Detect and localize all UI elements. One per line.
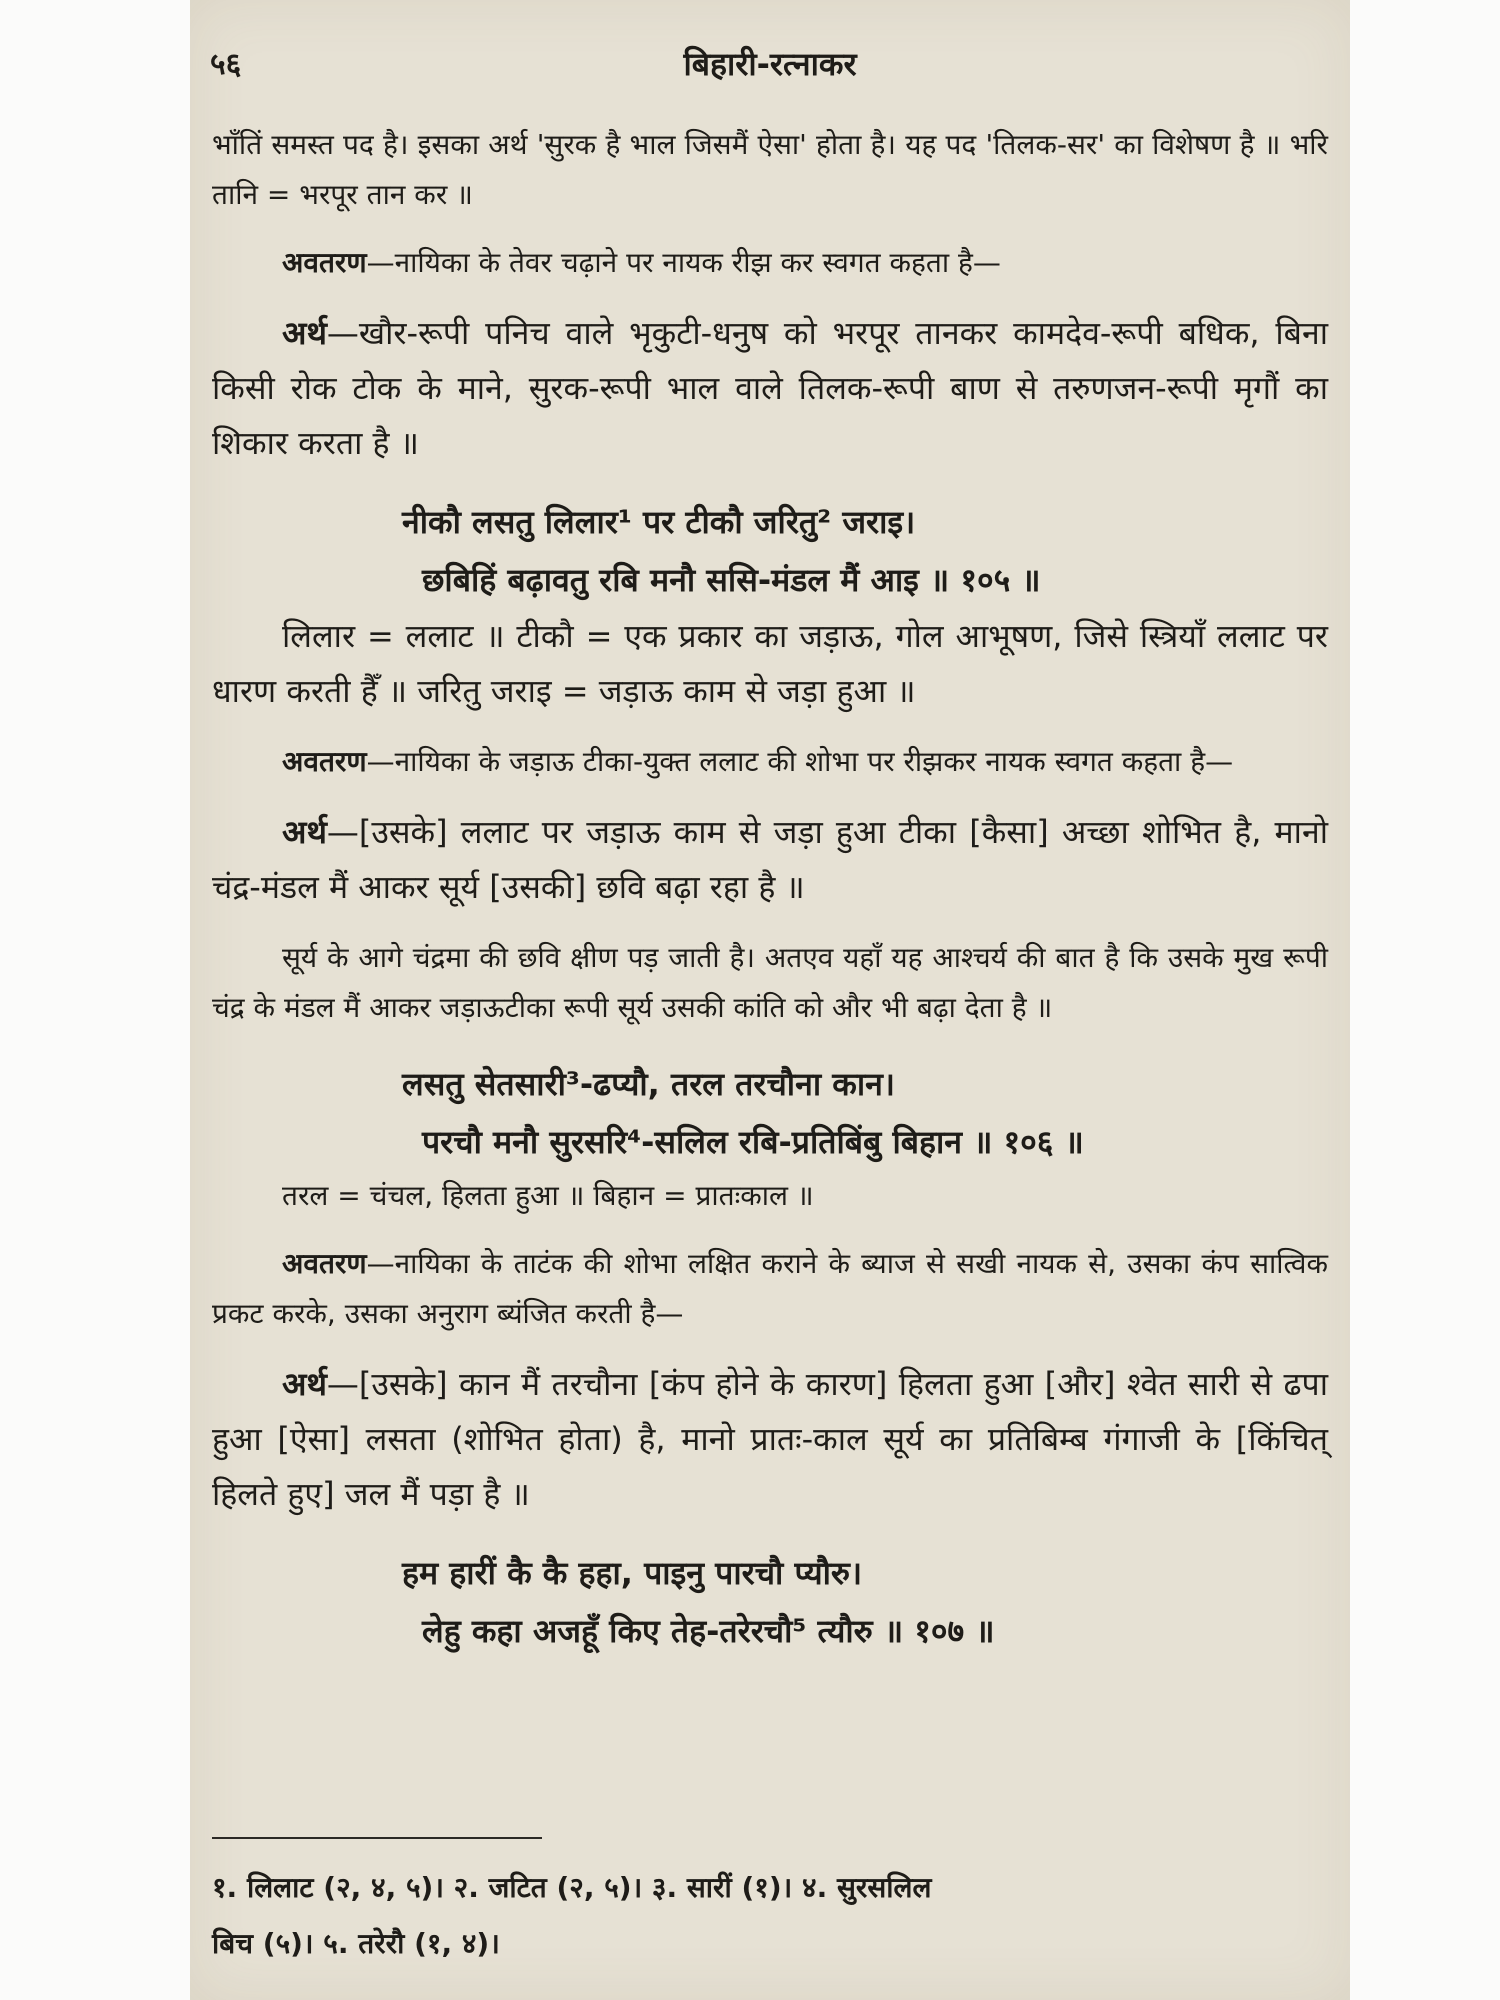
verse-105 — [212, 493, 1328, 609]
artha-label: अर्थ — [282, 813, 327, 851]
footnote-rule — [212, 1837, 542, 1839]
avatarana-paragraph — [212, 737, 1328, 787]
glossary-106: तरल = चंचल, हिलता हुआ ॥ बिहान = प्रातःकाल ॥ — [282, 1179, 814, 1212]
artha-paragraph — [212, 306, 1328, 471]
verse-line: लेहु कहा अजहूँ किए तेह-तरेरचौ⁵ त्यौरु ॥ १०७ ॥ — [422, 1612, 995, 1650]
artha-text: —खौर-रूपी पनिच वाले भृकुटी-धनुष को भरपूर तानकर कामदेव-रूपी बधिक, बिना किसी रोक टोक के माने, सुरक-रूपी भाल वाले तिलक-रूपी बाण से तरुणजन-रूपी मृगौं का शिकार करता है ॥ — [212, 314, 1328, 462]
artha-text: —[उसके] ललाट पर जड़ाऊ काम से जड़ा हुआ टीका [कैसा] अच्छा शोभित है, मानो चंद्र-मंडल मैं आकर सूर्य [उसकी] छवि बढ़ा रहा है ॥ — [212, 813, 1328, 906]
avatarana-label: अवतरण — [282, 745, 367, 778]
verse-107 — [212, 1544, 1328, 1660]
avatarana-text: —नायिका के ताटंक की शोभा लक्षित कराने के ब्याज से सखी नायक से, उसका कंप सात्विक प्रकट करके, उसका अनुराग ब्यंजित करती है— — [212, 1247, 1328, 1330]
avatarana-label: अवतरण — [282, 246, 367, 279]
book-page — [190, 0, 1350, 2000]
running-title: बिहारी-रत्नाकर — [683, 45, 857, 83]
verse-line: परचौ मनौ सुरसरि⁴-सलिल रबि-प्रतिबिंबु बिहान ॥ १०६ ॥ — [422, 1123, 1084, 1161]
commentary-intro: भाँतिं समस्त पद है। इसका अर्थ 'सुरक है भाल जिसमैं ऐसा' होता है। यह पद 'तिलक-सर' का विशेषण है ॥ भरि तानि = भरपूर तान कर ॥ — [212, 128, 1328, 211]
page-header — [210, 42, 1330, 86]
avatarana-label: अवतरण — [282, 1247, 367, 1280]
avatarana-paragraph — [212, 1239, 1328, 1339]
footnote-line: बिच (५)। ५. तरेरौ (१, ४)। — [212, 1927, 500, 1960]
avatarana-paragraph — [212, 238, 1328, 288]
artha-label: अर्थ — [282, 1365, 327, 1403]
footnotes — [212, 1860, 1328, 1972]
verse-line: नीकौ लसतु लिलार¹ पर टीकौ जरितु² जराइ। — [402, 503, 916, 541]
artha-paragraph — [212, 805, 1328, 915]
artha-paragraph — [212, 1357, 1328, 1522]
verse-line: लसतु सेतसारी³-ढप्यौ, तरल तरचौना कान। — [402, 1065, 896, 1103]
page-body — [212, 120, 1328, 1660]
verse-106 — [212, 1055, 1328, 1171]
artha-label: अर्थ — [282, 314, 327, 352]
artha-text: —[उसके] कान मैं तरचौना [कंप होने के कारण] हिलता हुआ [और] श्वेत सारी से ढपा हुआ [ऐसा] लसता (शोभित होता) है, मानो प्रातः-काल सूर्य का प्रतिबिम्ब गंगाजी के [किंचित् हिलते हुए] जल मैं पड़ा है ॥ — [212, 1365, 1328, 1513]
explanatory-note-105: सूर्य के आगे चंद्रमा की छवि क्षीण पड़ जाती है। अतएव यहाँ यह आश्चर्य की बात है कि उसके मुख रूपी चंद्र के मंडल मैं आकर जड़ाऊटीका रूपी सूर्य उसकी कांति को और भी बढ़ा देता है ॥ — [212, 941, 1328, 1024]
avatarana-text: —नायिका के तेवर चढ़ाने पर नायक रीझ कर स्वगत कहता है— — [366, 246, 1001, 279]
page-number: ५६ — [210, 47, 242, 82]
verse-line: छबिहिं बढ़ावतु रबि मनौ ससि-मंडल मैं आइ ॥ १०५ ॥ — [422, 561, 1041, 599]
verse-line: हम हारीं कै कै हहा, पाइनु पारचौ प्यौरु। — [402, 1554, 863, 1592]
footnote-line: १. लिलाट (२, ४, ५)। २. जटित (२, ५)। ३. सारीं (१)। ४. सुरसलिल — [212, 1871, 932, 1904]
glossary-105: लिलार = ललाट ॥ टीकौ = एक प्रकार का जड़ाऊ, गोल आभूषण, जिसे स्त्रियाँ ललाट पर धारण करती हैँ ॥ जरितु जराइ = जड़ाऊ काम से जड़ा हुआ ॥ — [212, 617, 1328, 710]
avatarana-text: —नायिका के जड़ाऊ टीका-युक्त ललाट की शोभा पर रीझकर नायक स्वगत कहता है— — [366, 745, 1234, 778]
